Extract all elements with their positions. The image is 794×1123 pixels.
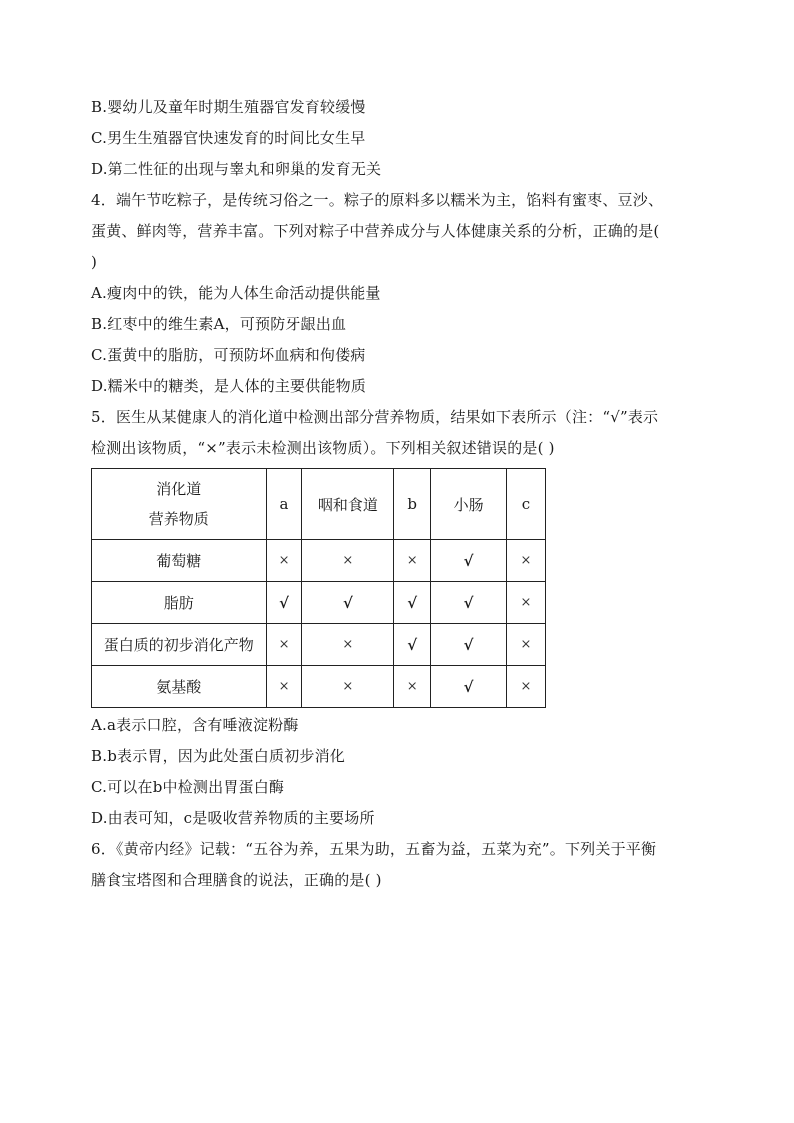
table-row bbox=[92, 624, 546, 666]
table-cell: × bbox=[302, 666, 394, 708]
table-cell: × bbox=[266, 540, 302, 582]
row-label: 葡萄糖 bbox=[92, 540, 267, 582]
table-cell: × bbox=[266, 666, 302, 708]
table-row bbox=[92, 540, 546, 582]
table-cell: × bbox=[394, 540, 431, 582]
q5-option-a: A.a表示口腔，含有唾液淀粉酶 bbox=[91, 716, 299, 734]
table-cell: √ bbox=[394, 624, 431, 666]
q6-stem-line-1: 6．《黄帝内经》记载：“五谷为养，五果为助，五畜为益，五菜为充”。下列关于平衡 bbox=[91, 840, 657, 858]
table-cell: × bbox=[302, 624, 394, 666]
q4-option-c: C.蛋黄中的脂肪，可预防坏血病和佝偻病 bbox=[91, 346, 366, 364]
row-label: 氨基酸 bbox=[92, 666, 267, 708]
row-label: 蛋白质的初步消化产物 bbox=[92, 624, 267, 666]
column-header: 咽和食道 bbox=[302, 469, 394, 540]
table-row bbox=[92, 582, 546, 624]
q5-option-b: B.b表示胃，因为此处蛋白质初步消化 bbox=[91, 747, 345, 765]
table-cell: × bbox=[302, 540, 394, 582]
q3-option-d: D.第二性征的出现与睾丸和卵巢的发育无关 bbox=[91, 160, 382, 178]
table-header-row bbox=[92, 469, 546, 540]
table-cell: × bbox=[507, 624, 546, 666]
table-cell: √ bbox=[394, 582, 431, 624]
table-cell: × bbox=[507, 582, 546, 624]
q4-stem-line-1: 4．端午节吃粽子，是传统习俗之一。粽子的原料多以糯米为主，馅料有蜜枣、豆沙、 bbox=[91, 191, 664, 209]
q4-stem-line-3: ) bbox=[91, 253, 98, 271]
q5-stem-line-2: 检测出该物质，“×”表示未检测出该物质）。下列相关叙述错误的是( ) bbox=[91, 439, 555, 457]
table-cell: × bbox=[507, 666, 546, 708]
table-cell: × bbox=[394, 666, 431, 708]
table-cell: √ bbox=[431, 582, 507, 624]
q3-option-b: B.婴幼儿及童年时期生殖器官发育较缓慢 bbox=[91, 98, 366, 116]
row-label: 脂肪 bbox=[92, 582, 267, 624]
q5-option-d: D.由表可知，c是吸收营养物质的主要场所 bbox=[91, 809, 375, 827]
corner-top-label: 消化道 bbox=[156, 480, 202, 498]
q4-option-a: A.瘦肉中的铁，能为人体生命活动提供能量 bbox=[91, 284, 381, 302]
table-corner-cell bbox=[92, 469, 267, 540]
q3-option-c: C.男生生殖器官快速发育的时间比女生早 bbox=[91, 129, 366, 147]
q5-option-c: C.可以在b中检测出胃蛋白酶 bbox=[91, 778, 285, 796]
table-cell: √ bbox=[431, 624, 507, 666]
document-page bbox=[91, 92, 701, 896]
nutrient-table bbox=[91, 468, 546, 708]
q6-stem-line-2: 膳食宝塔图和合理膳食的说法，正确的是( ) bbox=[91, 871, 382, 889]
table-cell: × bbox=[507, 540, 546, 582]
q4-stem-line-2: 蛋黄、鲜肉等，营养丰富。下列对粽子中营养成分与人体健康关系的分析，正确的是( bbox=[91, 222, 660, 240]
column-header: b bbox=[394, 469, 431, 540]
q5-stem-line-1: 5．医生从某健康人的消化道中检测出部分营养物质，结果如下表所示（注：“√”表示 bbox=[91, 408, 659, 426]
table-cell: √ bbox=[302, 582, 394, 624]
table-cell: √ bbox=[431, 666, 507, 708]
q4-option-b: B.红枣中的维生素A，可预防牙龈出血 bbox=[91, 315, 347, 333]
q4-option-d: D.糯米中的糖类，是人体的主要供能物质 bbox=[91, 377, 367, 395]
table-row bbox=[92, 666, 546, 708]
column-header: c bbox=[507, 469, 546, 540]
table-cell: × bbox=[266, 624, 302, 666]
corner-bottom-label: 营养物质 bbox=[148, 510, 209, 528]
column-header: a bbox=[266, 469, 302, 540]
table-cell: √ bbox=[266, 582, 302, 624]
table-cell: √ bbox=[431, 540, 507, 582]
column-header: 小肠 bbox=[431, 469, 507, 540]
